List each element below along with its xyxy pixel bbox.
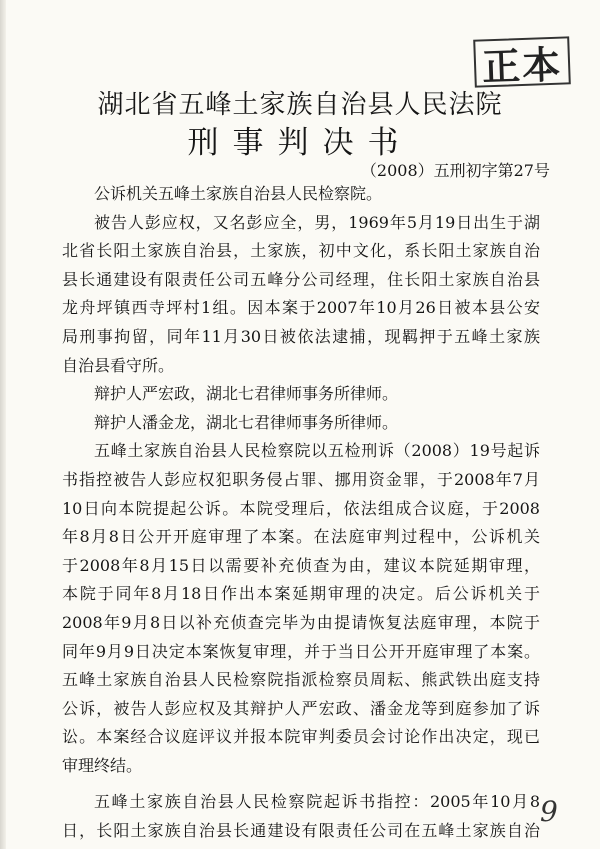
text-line: 审理终结。 <box>62 755 143 775</box>
text-line: 五峰土家族自治县人民检察院以五检刑诉（2008）19号起诉 <box>94 441 540 461</box>
text-line: 辩护人严宏政，湖北七君律师事务所律师。 <box>94 384 399 404</box>
original-copy-stamp: 正本 <box>473 36 571 87</box>
paragraph-gap <box>62 780 540 788</box>
text-line: 北省长阳土家族自治县，土家族，初中文化，系长阳土家族自治 <box>62 241 540 261</box>
document-title: 刑事判决书 <box>187 125 413 161</box>
judgment-body <box>62 180 540 846</box>
text-line: 讼。本案经合议庭评议并报本院审判委员会讨论作出决定，现已 <box>62 727 540 747</box>
text-line: 公诉，被告人彭应权及其辩护人严宏政、潘金龙等到庭参加了诉 <box>62 698 540 718</box>
page-number: 9 <box>540 795 558 828</box>
text-line: 辩护人潘金龙，湖北七君律师事务所律师。 <box>94 412 399 432</box>
text-line: 县长通建设有限责任公司五峰分公司经理，住长阳土家族自治县 <box>62 269 540 289</box>
court-name: 湖北省五峰土家族自治县人民法院 <box>97 90 503 120</box>
text-line: 五峰土家族自治县人民检察院起诉书指控：2005年10月8 <box>94 792 540 812</box>
text-line: 被告人彭应权，又名彭应全，男，1969年5月19日出生于湖 <box>94 212 540 232</box>
text-line: 局刑事拘留，同年11月30日被依法逮捕，现羁押于五峰土家族 <box>62 326 540 346</box>
text-line: 本院于同年8月18日作出本案延期审理的决定。后公诉机关于 <box>62 584 540 604</box>
text-line: 10日向本院提起公诉。本院受理后，依法组成合议庭，于2008 <box>62 498 540 518</box>
text-line: 书指控被告人彭应权犯职务侵占罪、挪用资金罪，于2008年7月 <box>62 469 540 489</box>
text-line: 年8月8日公开开庭审理了本案。在法庭审判过程中，公诉机关 <box>62 527 540 547</box>
text-line: 龙舟坪镇西寺坪村1组。因本案于2007年10月26日被本县公安 <box>62 298 540 318</box>
text-line: 同年9月9日决定本案恢复审理，并于当日公开开庭审理了本案。 <box>62 641 540 661</box>
text-line: 公诉机关五峰土家族自治县人民检察院。 <box>94 184 383 203</box>
case-number: （2008）五刑初字第27号 <box>360 161 550 180</box>
text-line: 自治县看守所。 <box>62 355 175 375</box>
text-line: 五峰土家族自治县人民检察院指派检察员周耘、熊武铁出庭支持 <box>62 670 540 690</box>
text-line: 2008年9月8日以补充侦查完毕为由提请恢复法庭审理，本院于 <box>62 612 540 632</box>
text-line: 日，长阳土家族自治县长通建设有限责任公司在五峰土家族自治 <box>62 821 540 841</box>
text-line: 于2008年8月15日以需要补充侦查为由，建议本院延期审理， <box>62 555 540 575</box>
